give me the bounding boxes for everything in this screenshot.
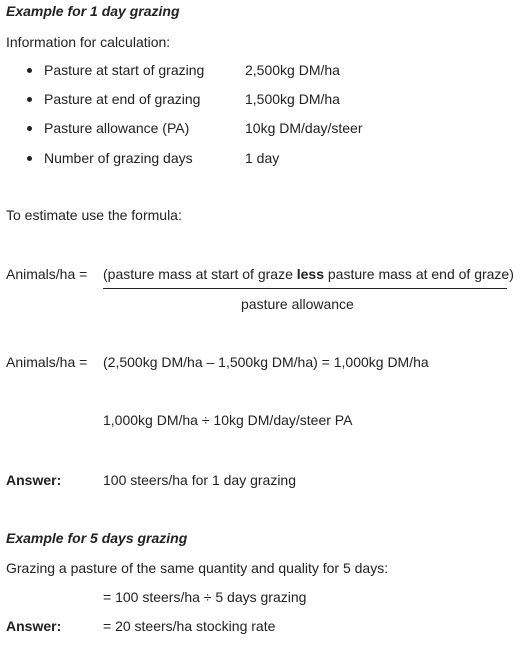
calc-line-1: (2,500kg DM/ha – 1,500kg DM/ha) = 1,000kg DM/ha	[103, 354, 429, 370]
formula-numerator	[103, 266, 514, 282]
bullet-icon	[27, 126, 32, 131]
bullet-icon	[27, 156, 32, 161]
example-5-intro: Grazing a pasture of the same quantity and quality for 5 days:	[6, 560, 389, 576]
calc-lhs: Animals/ha =	[6, 354, 88, 370]
item-label: Pasture at start of grazing	[44, 62, 205, 78]
numerator-bold: less	[296, 266, 324, 282]
example-5-heading: Example for 5 days grazing	[6, 530, 188, 546]
bullet-icon	[27, 68, 32, 73]
item-label: Number of grazing days	[44, 150, 193, 166]
numerator-part-1: (pasture mass at start of graze	[103, 266, 297, 282]
item-value: 10kg DM/day/steer	[245, 120, 363, 136]
bullet-icon	[27, 97, 32, 102]
item-value: 2,500kg DM/ha	[245, 62, 340, 78]
item-label: Pasture allowance (PA)	[44, 120, 190, 136]
answer-value: 100 steers/ha for 1 day grazing	[103, 472, 297, 488]
answer-label: Answer:	[6, 618, 62, 634]
answer-label: Answer:	[6, 472, 62, 488]
calc-line-2: 1,000kg DM/ha ÷ 10kg DM/day/steer PA	[103, 412, 353, 428]
formula-intro: To estimate use the formula:	[6, 207, 182, 223]
numerator-part-2: pasture mass at end of graze)	[324, 266, 514, 282]
example-1-heading: Example for 1 day grazing	[6, 3, 180, 19]
item-label: Pasture at end of grazing	[44, 91, 201, 107]
formula-lhs: Animals/ha =	[6, 266, 88, 282]
answer-value: = 20 steers/ha stocking rate	[103, 618, 276, 634]
example-5-line-1: = 100 steers/ha ÷ 5 days grazing	[103, 589, 307, 605]
fraction-line	[103, 288, 507, 289]
info-label: Information for calculation:	[6, 34, 171, 50]
item-value: 1,500kg DM/ha	[245, 91, 340, 107]
item-value: 1 day	[245, 150, 280, 166]
formula-denominator: pasture allowance	[241, 296, 354, 312]
